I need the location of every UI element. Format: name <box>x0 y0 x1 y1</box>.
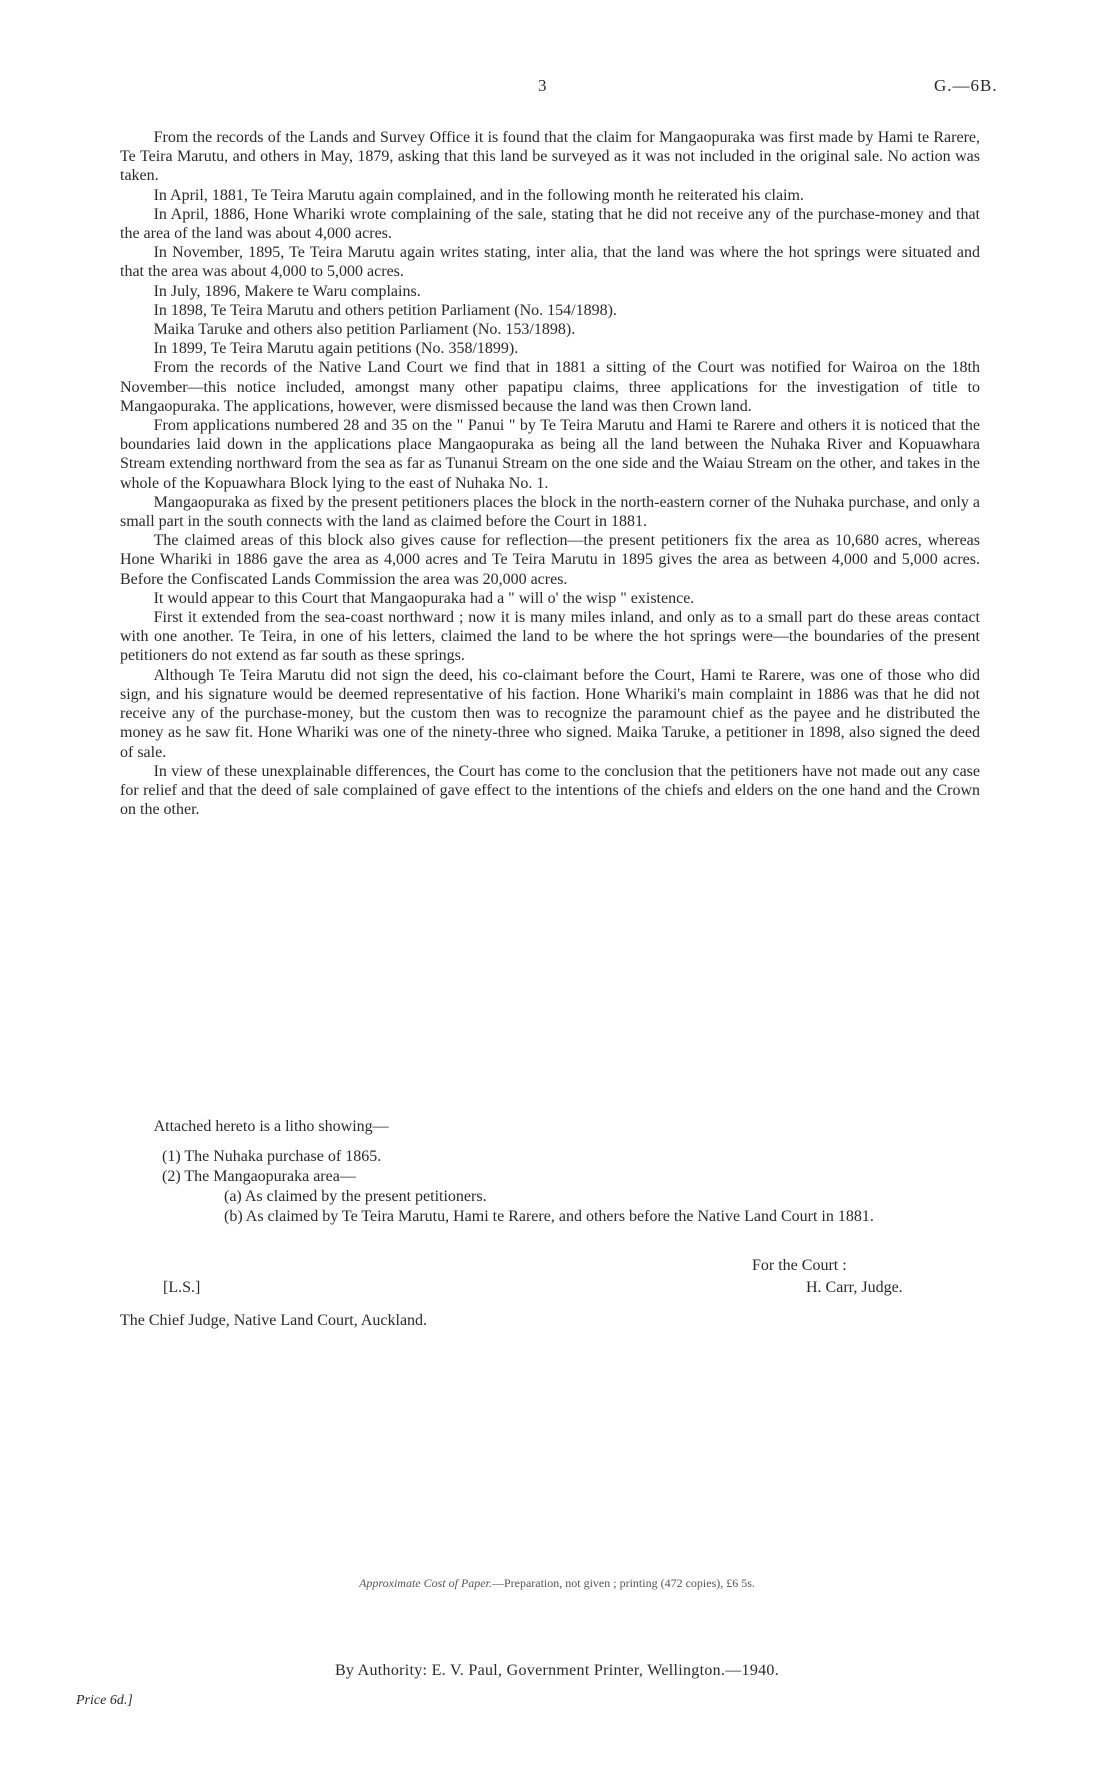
printer-authority: By Authority: E. V. Paul, Government Printer, Wellington.—1940. <box>334 1662 780 1679</box>
attachment-subitem: (a) As claimed by the present petitioners. <box>224 1188 487 1205</box>
seal-mark: [L.S.] <box>163 1279 201 1296</box>
attachment-item: (2) The Mangaopuraka area— <box>162 1168 356 1185</box>
attachment-list <box>120 1117 980 1227</box>
body-text <box>120 128 980 819</box>
paragraph: Although Te Teira Marutu did not sign the deed, his co-claimant before the Court, Hami te Rarere, was one of those who did sign, and his signature would be deemed representative of his faction. Hone Whariki's main complaint in 1886 was that he did not receive any of the purchase-money, but the custom then was to recognize the paramount chief as the payee and he distributed the money as he saw fit. Hone Whariki was one of the ninety-three who signed. Maika Taruke, a petitioner in 1898, also signed the deed of sale. <box>120 666 980 761</box>
paragraph: First it extended from the sea-coast northward ; now it is many miles inland, and only as to a small part do these areas contact with one another. Te Teira, in one of his letters, claimed the land to be where the hot springs were—the boundaries of the present petitioners do not extend as far south as these springs. <box>120 609 980 665</box>
attachment-lead: Attached hereto is a litho showing— <box>153 1118 389 1135</box>
price-note: Price 6d.] <box>76 1693 133 1708</box>
paragraph: In 1899, Te Teira Marutu again petitions (No. 358/1899). <box>153 340 519 358</box>
paragraph: Maika Taruke and others also petition Parliament (No. 153/1898). <box>153 321 576 339</box>
paragraph: From the records of the Lands and Survey Office it is found that the claim for Mangaopuraka was first made by Hami te Rarere, Te Teira Marutu, and others in May, 1879, asking that this land be surveyed as it was not included in the original sale. No action was taken. <box>120 129 980 185</box>
document-reference: G.—6B. <box>934 76 998 95</box>
paragraph: In April, 1886, Hone Whariki wrote complaining of the sale, stating that he did not receive any of the purchase-money and that the area of the land was about 4,000 acres. <box>120 205 980 243</box>
paragraph: In November, 1895, Te Teira Marutu again writes stating, inter alia, that the land was where the hot springs were situated and that the area was about 4,000 to 5,000 acres. <box>120 244 980 281</box>
paragraph: In April, 1881, Te Teira Marutu again complained, and in the following month he reiterated his claim. <box>153 186 804 204</box>
for-the-court: For the Court : <box>752 1257 847 1274</box>
cost-note <box>0 1576 1114 1591</box>
attachment-item: (1) The Nuhaka purchase of 1865. <box>162 1148 382 1165</box>
cost-text: —Preparation, not given ; printing (472 copies), £6 5s. <box>491 1576 755 1590</box>
paragraph: It would appear to this Court that Mangaopuraka had a " will o' the wisp " existence. <box>153 589 695 607</box>
paragraph: In view of these unexplainable differences, the Court has come to the conclusion that the petitioners have not made out any case for relief and that the deed of sale complained of gave effect to the intentions of the chiefs and elders on the one hand and the Crown on the other. <box>120 762 980 819</box>
paragraph: The claimed areas of this block also gives cause for reflection—the present petitioners fix the area as 10,680 acres, whereas Hone Whariki in 1886 gave the area as 4,000 acres and Te Teira Marutu in 1895 gives the area as between 4,000 and 5,000 acres. Before the Confiscated Lands Commission the area was 20,000 acres. <box>120 532 980 588</box>
paragraph: In July, 1896, Makere te Waru complains. <box>153 282 421 300</box>
paragraph: From the records of the Native Land Court we find that in 1881 a sitting of the Court was notified for Wairoa on the 18th November—this notice included, amongst many other papatipu claims, three applications for the investigation of title to Mangaopuraka. The applications, however, were dismissed because the land was then Crown land. <box>120 359 980 415</box>
attachment-subitem: (b) As claimed by Te Teira Marutu, Hami te Rarere, and others before the Native Land Court in 1881. <box>224 1208 874 1225</box>
page-header <box>0 76 1114 98</box>
cost-label: Approximate Cost of Paper. <box>359 1576 492 1590</box>
judge-signature: H. Carr, Judge. <box>806 1279 903 1296</box>
paragraph: From applications numbered 28 and 35 on the " Panui " by Te Teira Marutu and Hami te Rarere and others it is noticed that the boundaries laid down in the applications place Mangaopuraka as being all the land between the Nuhaka River and Kopuawhara Stream extending northward from the sea as far as Tunanui Stream on the one side and the Waiau Stream on the other, and takes in the whole of the Kopuawhara Block lying to the east of Nuhaka No. 1. <box>120 417 980 492</box>
paragraph: Mangaopuraka as fixed by the present petitioners places the block in the north-eastern corner of the Nuhaka purchase, and only a small part in the south connects with the land as claimed before the Court in 1881. <box>120 493 980 531</box>
paragraph: In 1898, Te Teira Marutu and others petition Parliament (No. 154/1898). <box>153 301 617 319</box>
page-number: 3 <box>538 76 547 95</box>
addressee: The Chief Judge, Native Land Court, Auckland. <box>120 1312 428 1329</box>
